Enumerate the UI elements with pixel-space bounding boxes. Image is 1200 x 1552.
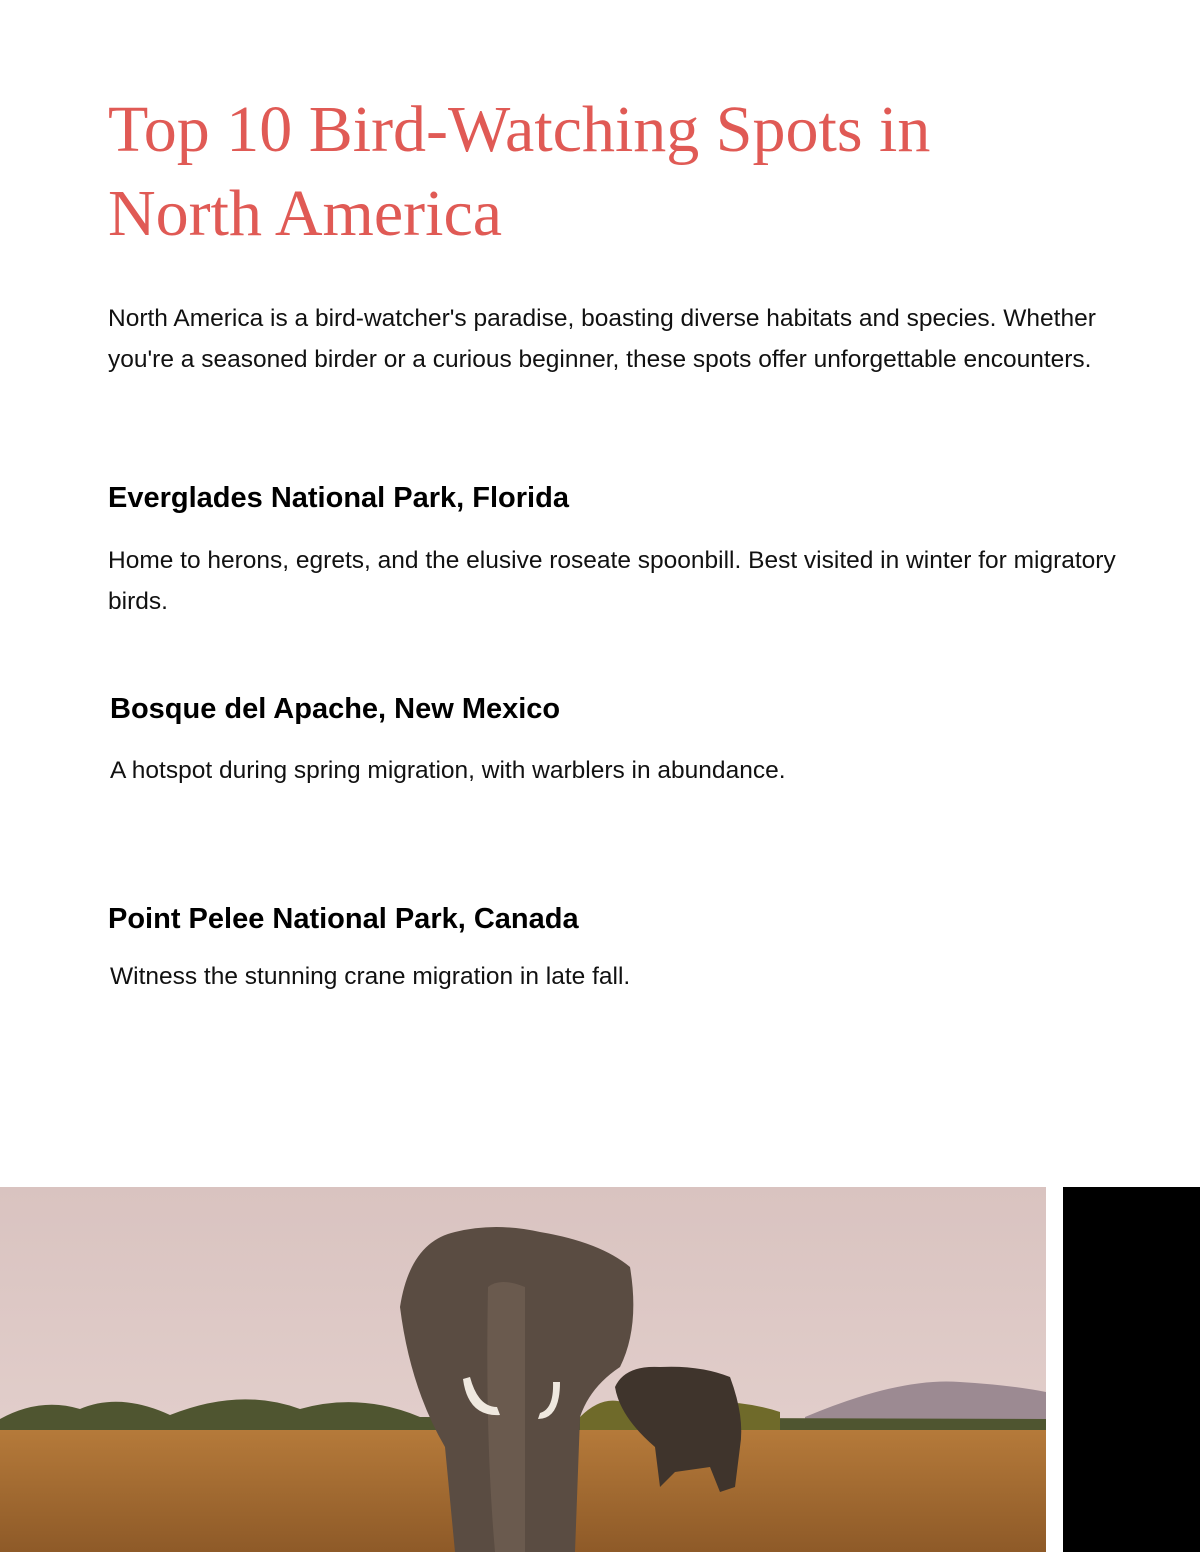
spot-description: Witness the stunning crane migration in late fall. [110,963,631,990]
spot-heading: Bosque del Apache, New Mexico [110,693,561,725]
black-panel [1063,1187,1200,1552]
elephants-savanna-photo [0,1187,1046,1552]
intro-paragraph: North America is a bird-watcher's paradise, boasting diverse habitats and species. Whether you're a seasoned birder or a curious beginner, these spots offer unforgettable encounters. [108,305,1096,373]
page-title: Top 10 Bird-Watching Spots in North America [108,93,931,250]
spot-heading: Point Pelee National Park, Canada [108,903,579,935]
spot-heading: Everglades National Park, Florida [108,482,569,514]
spot-description: Home to herons, egrets, and the elusive roseate spoonbill. Best visited in winter for migratory birds. [108,547,1116,615]
spot-description: A hotspot during spring migration, with warblers in abundance. [110,757,786,784]
